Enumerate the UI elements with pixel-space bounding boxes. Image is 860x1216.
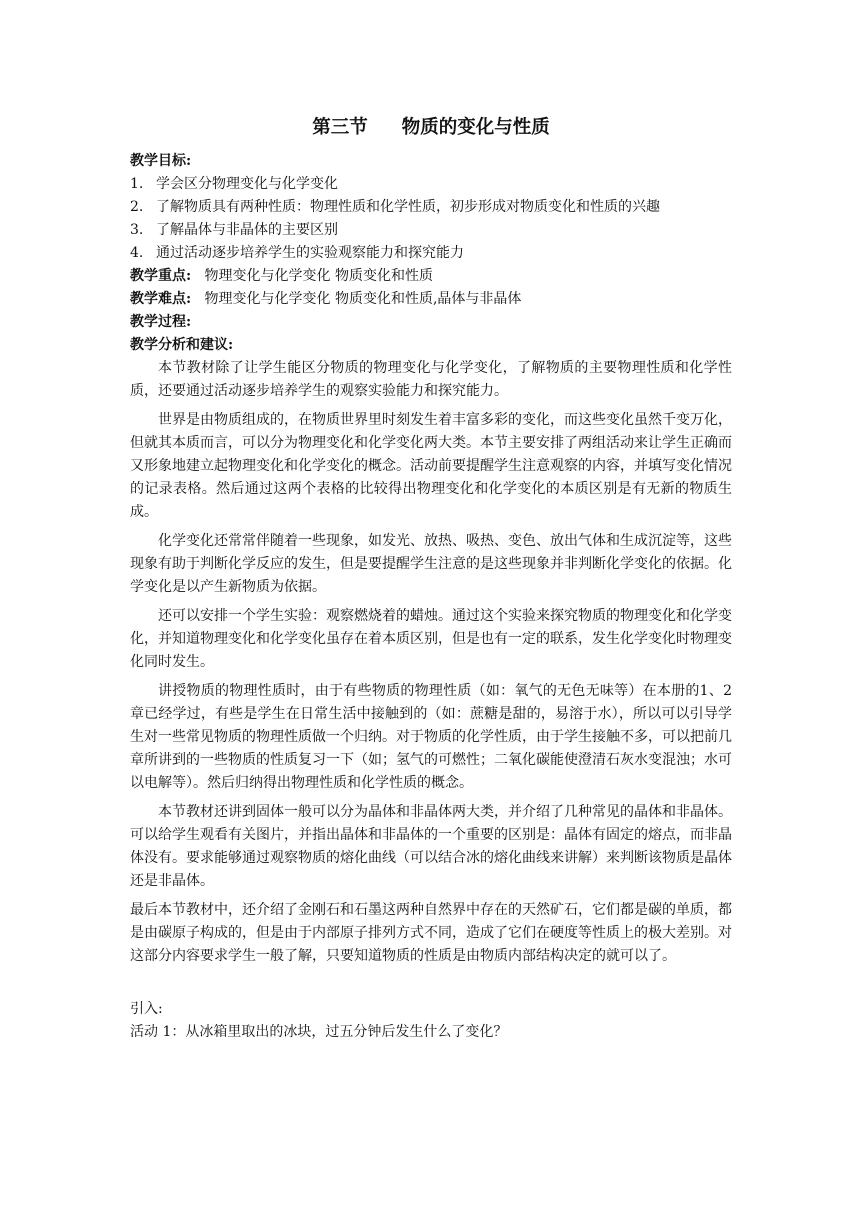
document-body bbox=[130, 114, 732, 1044]
paragraph: 化学变化还常常伴随着一些现象，如发光、放热、吸热、变色、放出气体和生成沉淀等，这些现象有助于判断化学反应的发生，但是要提醒学生注意的是这些现象并非判断化学变化的依据。化学变化是以产生新物质为依据。 bbox=[130, 533, 732, 595]
paragraph: 本节教材还讲到固体一般可以分为晶体和非晶体两大类，并介绍了几种常见的晶体和非晶体。可以给学生观看有关图片，并指出晶体和非晶体的一个重要的区别是：晶体有固定的熔点，而非晶体没有。要求能够通过观察物质的熔化曲线（可以结合冰的熔化曲线来讲解）来判断该物质是晶体还是非晶体。 bbox=[130, 804, 732, 889]
intro-label: 引入: bbox=[130, 1001, 163, 1017]
list-item: 1. 学会区分物理变化与化学变化 bbox=[130, 176, 338, 192]
list-item: 3. 了解晶体与非晶体的主要区别 bbox=[130, 222, 338, 238]
analysis-heading: 教学分析和建议: bbox=[130, 337, 234, 353]
paragraph: 最后本节教材中，还介绍了金刚石和石墨这两种自然界中存在的天然矿石，它们都是碳的单质，都是由碳原子构成的，但是由于内部原子排列方式不同，造成了它们在硬度等性质上的极大差别。对这部分内容要求学生一般了解，只要知道物质的性质是由物质内部结构决定的就可以了。 bbox=[130, 902, 732, 964]
difficulties: 教学难点: 物理变化与化学变化 物质变化和性质,晶体与非晶体 bbox=[130, 291, 522, 307]
list-item: 2. 了解物质具有两种性质：物理性质和化学性质，初步形成对物质变化和性质的兴趣 bbox=[130, 199, 660, 215]
objectives-list bbox=[130, 173, 732, 265]
section-name: 物质的变化与性质 bbox=[401, 117, 550, 138]
paragraph: 本节教材除了让学生能区分物质的物理变化与化学变化，了解物质的主要物理性质和化学性质，还要通过活动逐步培养学生的观察实验能力和探究能力。 bbox=[130, 360, 732, 399]
blank-line bbox=[130, 974, 732, 998]
section-number: 第三节 bbox=[312, 117, 368, 138]
key-points: 教学重点: 物理变化与化学变化 物质变化和性质 bbox=[130, 268, 433, 284]
activity-1: 活动 1：从冰箱里取出的冰块，过五分钟后发生什么了变化？ bbox=[130, 1024, 508, 1040]
paragraph: 讲授物质的物理性质时，由于有些物质的物理性质（如：氧气的无色无味等）在本册的1、2章已经学过，有些是学生在日常生活中接触到的（如：蔗糖是甜的，易溶于水），所以可以引导学生对一些常见物质的物理性质做一个归纳。对于物质的化学性质，由于学生接触不多，可以把前几章所讲到的一些物质的性质复习一下（如；氢气的可燃性；二氧化碳能使澄清石灰水变混浊；水可以电解等）。然后归纳得出物理性质和化学性质的概念。 bbox=[130, 683, 732, 791]
process-heading: 教学过程: bbox=[130, 314, 192, 330]
list-item: 4. 通过活动逐步培养学生的实验观察能力和探究能力 bbox=[130, 245, 464, 261]
section-title bbox=[130, 114, 732, 142]
paragraph: 世界是由物质组成的，在物质世界里时刻发生着丰富多彩的变化，而这些变化虽然千变万化，但就其本质而言，可以分为物理变化和化学变化两大类。本节主要安排了两组活动来让学生正确而又形象地建立起物理变化和化学变化的概念。活动前要提醒学生注意观察的内容，并填写变化情况的记录表格。然后通过这两个表格的比较得出物理变化和化学变化的本质区别是有无新的物质生成。 bbox=[130, 412, 732, 520]
paragraph: 还可以安排一个学生实验：观察燃烧着的蜡烛。通过这个实验来探究物质的物理变化和化学变化，并知道物理变化和化学变化虽存在着本质区别，但是也有一定的联系，发生化学变化时物理变化同时发生。 bbox=[130, 608, 732, 670]
objectives-heading: 教学目标: bbox=[130, 153, 192, 169]
